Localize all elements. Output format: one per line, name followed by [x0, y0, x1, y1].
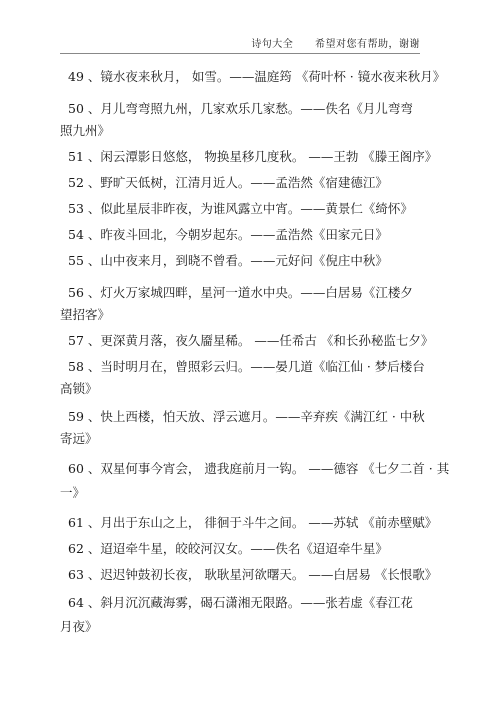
poem-line-continuation: 高锁》	[60, 381, 98, 396]
header-rule	[60, 53, 420, 54]
poem-line: 50 、月儿弯弯照九州，几家欢乐几家愁。——佚名《月儿弯弯	[68, 101, 413, 116]
poem-line-continuation: 望招客》	[60, 307, 111, 322]
poem-line: 60 、双星何事今宵会， 遗我庭前月一钩。 ——德容 《七夕二首 · 其	[68, 461, 450, 476]
poem-line: 55 、山中夜来月，到晓不曾看。——元好问《倪庄中秋》	[68, 253, 388, 268]
poem-line-continuation: 寄远》	[60, 431, 98, 446]
poem-line: 62 、迢迢牵牛星，皎皎河汉女。——佚名《迢迢牵牛星》	[68, 541, 388, 556]
poem-line: 51 、闲云潭影日悠悠， 物换星移几度秋。 ——王勃 《滕王阁序》	[68, 149, 438, 164]
poem-line-continuation: 一》	[60, 485, 86, 500]
poem-line: 54 、昨夜斗回北，今朝岁起东。——孟浩然《田家元日》	[68, 227, 388, 242]
page-header	[233, 35, 420, 50]
poem-line: 63 、迟迟钟鼓初长夜， 耿耿星河欲曙天。 ——白居易 《长恨歌》	[68, 567, 438, 582]
poem-line: 52 、野旷天低树，江清月近人。——孟浩然《宿建德江》	[68, 175, 388, 190]
poem-line: 58 、当时明月在，曾照彩云归。——晏几道《临江仙 · 梦后楼台	[68, 359, 425, 374]
header-note: 希望对您有帮助，谢谢	[315, 39, 420, 50]
poem-line: 57 、更深黄月落，夜久靥星稀。 ——任希古 《和长孙秘监七夕》	[68, 333, 434, 348]
poem-line: 64 、斜月沉沉藏海雾，碣石潇湘无限路。——张若虚《春江花	[68, 595, 413, 610]
poem-line: 53 、似此星辰非昨夜，为谁风露立中宵。——黄景仁《绮怀》	[68, 201, 413, 216]
poem-line: 59 、快上西楼，怕天放、浮云遮月。——辛弃疾《满江红 · 中秋	[68, 409, 425, 424]
poem-line: 61 、月出于东山之上， 徘徊于斗牛之间。 ——苏轼 《前赤壁赋》	[68, 515, 438, 530]
poem-line: 56 、灯火万家城四畔，星河一道水中央。——白居易《江楼夕	[68, 285, 413, 300]
poem-line-continuation: 照九州》	[60, 123, 111, 138]
header-title: 诗句大全	[251, 39, 294, 50]
poem-line: 49 、镜水夜来秋月， 如雪。——温庭筠 《荷叶杯 · 镜水夜来秋月》	[68, 69, 446, 84]
poem-line-continuation: 月夜》	[60, 619, 98, 634]
